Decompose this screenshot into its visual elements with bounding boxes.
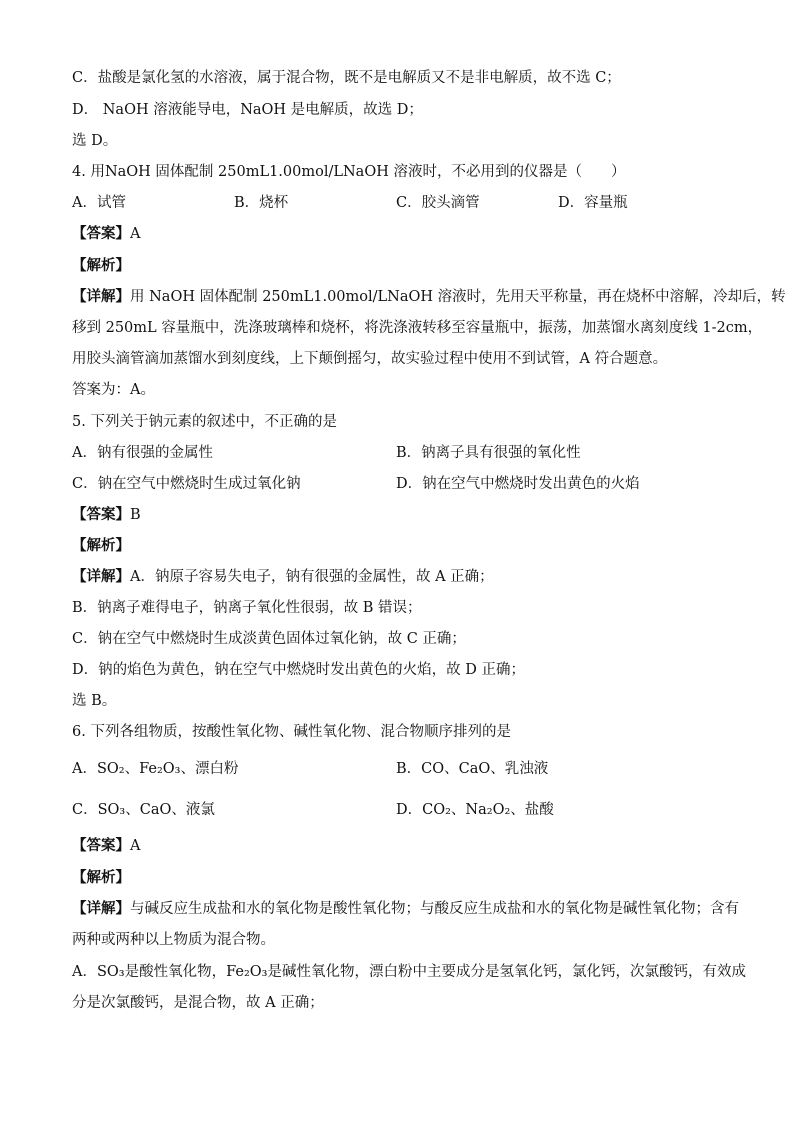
detail-line bbox=[72, 287, 786, 307]
text-line: D．钠的焰色为黄色，钠在空气中燃烧时发出黄色的火焰，故 D 正确； bbox=[72, 662, 525, 678]
analysis-line bbox=[72, 256, 732, 276]
answer-label: 【答案】 bbox=[72, 507, 130, 523]
detail-text: 用 NaOH 固体配制 250mL1.00mol/LNaOH 溶液时，先用天平称量，再在烧杯中溶解，冷却后，转 bbox=[130, 289, 786, 305]
text-line: 分是次氯酸钙，是混合物，故 A 正确； bbox=[72, 995, 324, 1011]
q4-option-b: B．烧杯 bbox=[234, 195, 289, 211]
answer-line bbox=[72, 224, 732, 244]
detail-label: 【详解】 bbox=[72, 289, 130, 305]
answer-value: B bbox=[130, 507, 141, 523]
text-line: 用胶头滴管滴加蒸馏水到刻度线，上下颠倒摇匀，故实验过程中使用不到试管，A 符合题意。 bbox=[72, 351, 668, 367]
detail-text: A．钠原子容易失电子，钠有很强的金属性，故 A 正确； bbox=[130, 569, 494, 585]
q6-option-b bbox=[396, 759, 548, 779]
analysis-line bbox=[72, 868, 732, 888]
q6-option-d bbox=[396, 800, 554, 820]
detail-text: 与碱反应生成盐和水的氧化物是酸性氧化物；与酸反应生成盐和水的氧化物是碱性氧化物；含有 bbox=[130, 901, 739, 917]
analysis-line bbox=[72, 536, 732, 556]
analysis-label: 【解析】 bbox=[72, 258, 130, 274]
text-line: C．盐酸是氯化氢的水溶液，属于混合物，既不是电解质又不是非电解质，故不选 C； bbox=[72, 70, 621, 86]
question-5: 5. 下列关于钠元素的叙述中，不正确的是 bbox=[72, 414, 337, 430]
question-4: 4. 用NaOH 固体配制 250mL1.00mol/LNaOH 溶液时，不必用到的仪器是（ ） bbox=[72, 164, 626, 180]
answer-label: 【答案】 bbox=[72, 838, 130, 854]
q4-option-d: D．容量瓶 bbox=[558, 195, 628, 211]
answer-label: 【答案】 bbox=[72, 226, 130, 242]
answer-value: A bbox=[130, 226, 141, 242]
text-line: 选 D。 bbox=[72, 133, 118, 149]
q5-option-a: A．钠有很强的金属性 bbox=[72, 445, 213, 461]
option-text: SO₃、CaO、液氯 bbox=[97, 802, 215, 818]
analysis-label: 【解析】 bbox=[72, 538, 130, 554]
option-text: CO₂、Na₂O₂、盐酸 bbox=[422, 802, 554, 818]
option-label: C． bbox=[72, 802, 98, 818]
q5-option-b: B．钠离子具有很强的氧化性 bbox=[396, 445, 581, 461]
q4-option-a: A．试管 bbox=[72, 195, 126, 211]
option-text: CO、CaO、乳浊液 bbox=[421, 761, 549, 777]
detail-line bbox=[72, 567, 732, 587]
text-line: 两种或两种以上物质为混合物。 bbox=[72, 932, 275, 948]
answer-line bbox=[72, 836, 732, 856]
text-line: A．SO₃是酸性氧化物，Fe₂O₃是碱性氧化物，漂白粉中主要成分是氢氧化钙，氯化钙，次氯酸钙，有效成 bbox=[72, 964, 746, 980]
q5-option-d: D．钠在空气中燃烧时发出黄色的火焰 bbox=[396, 476, 640, 492]
option-label: D． bbox=[396, 802, 423, 818]
text-line: 答案为：A。 bbox=[72, 382, 155, 398]
analysis-label: 【解析】 bbox=[72, 870, 130, 886]
answer-line bbox=[72, 505, 732, 525]
q6-option-c bbox=[72, 800, 215, 820]
q6-option-a bbox=[72, 759, 238, 779]
text-line: C．钠在空气中燃烧时生成淡黄色固体过氧化钠，故 C 正确； bbox=[72, 631, 466, 647]
text-line: B．钠离子难得电子，钠离子氧化性很弱，故 B 错误； bbox=[72, 600, 422, 616]
q4-option-c: C．胶头滴管 bbox=[396, 195, 480, 211]
detail-line bbox=[72, 899, 739, 919]
detail-label: 【详解】 bbox=[72, 901, 130, 917]
option-text: SO₂、Fe₂O₃、漂白粉 bbox=[96, 761, 239, 777]
text-line: 选 B。 bbox=[72, 693, 117, 709]
question-6: 6. 下列各组物质，按酸性氧化物、碱性氧化物、混合物顺序排列的是 bbox=[72, 724, 511, 740]
text-line: 移到 250mL 容量瓶中，洗涤玻璃棒和烧杯，将洗涤液转移至容量瓶中，振荡，加蒸馏水离刻度线 1-2cm， bbox=[72, 320, 763, 336]
answer-value: A bbox=[130, 838, 141, 854]
text-line: D． NaOH 溶液能导电，NaOH 是电解质，故选 D； bbox=[72, 102, 423, 118]
option-label: A． bbox=[72, 761, 97, 777]
option-label: B． bbox=[396, 761, 422, 777]
q5-option-c: C．钠在空气中燃烧时生成过氧化钠 bbox=[72, 476, 301, 492]
detail-label: 【详解】 bbox=[72, 569, 130, 585]
